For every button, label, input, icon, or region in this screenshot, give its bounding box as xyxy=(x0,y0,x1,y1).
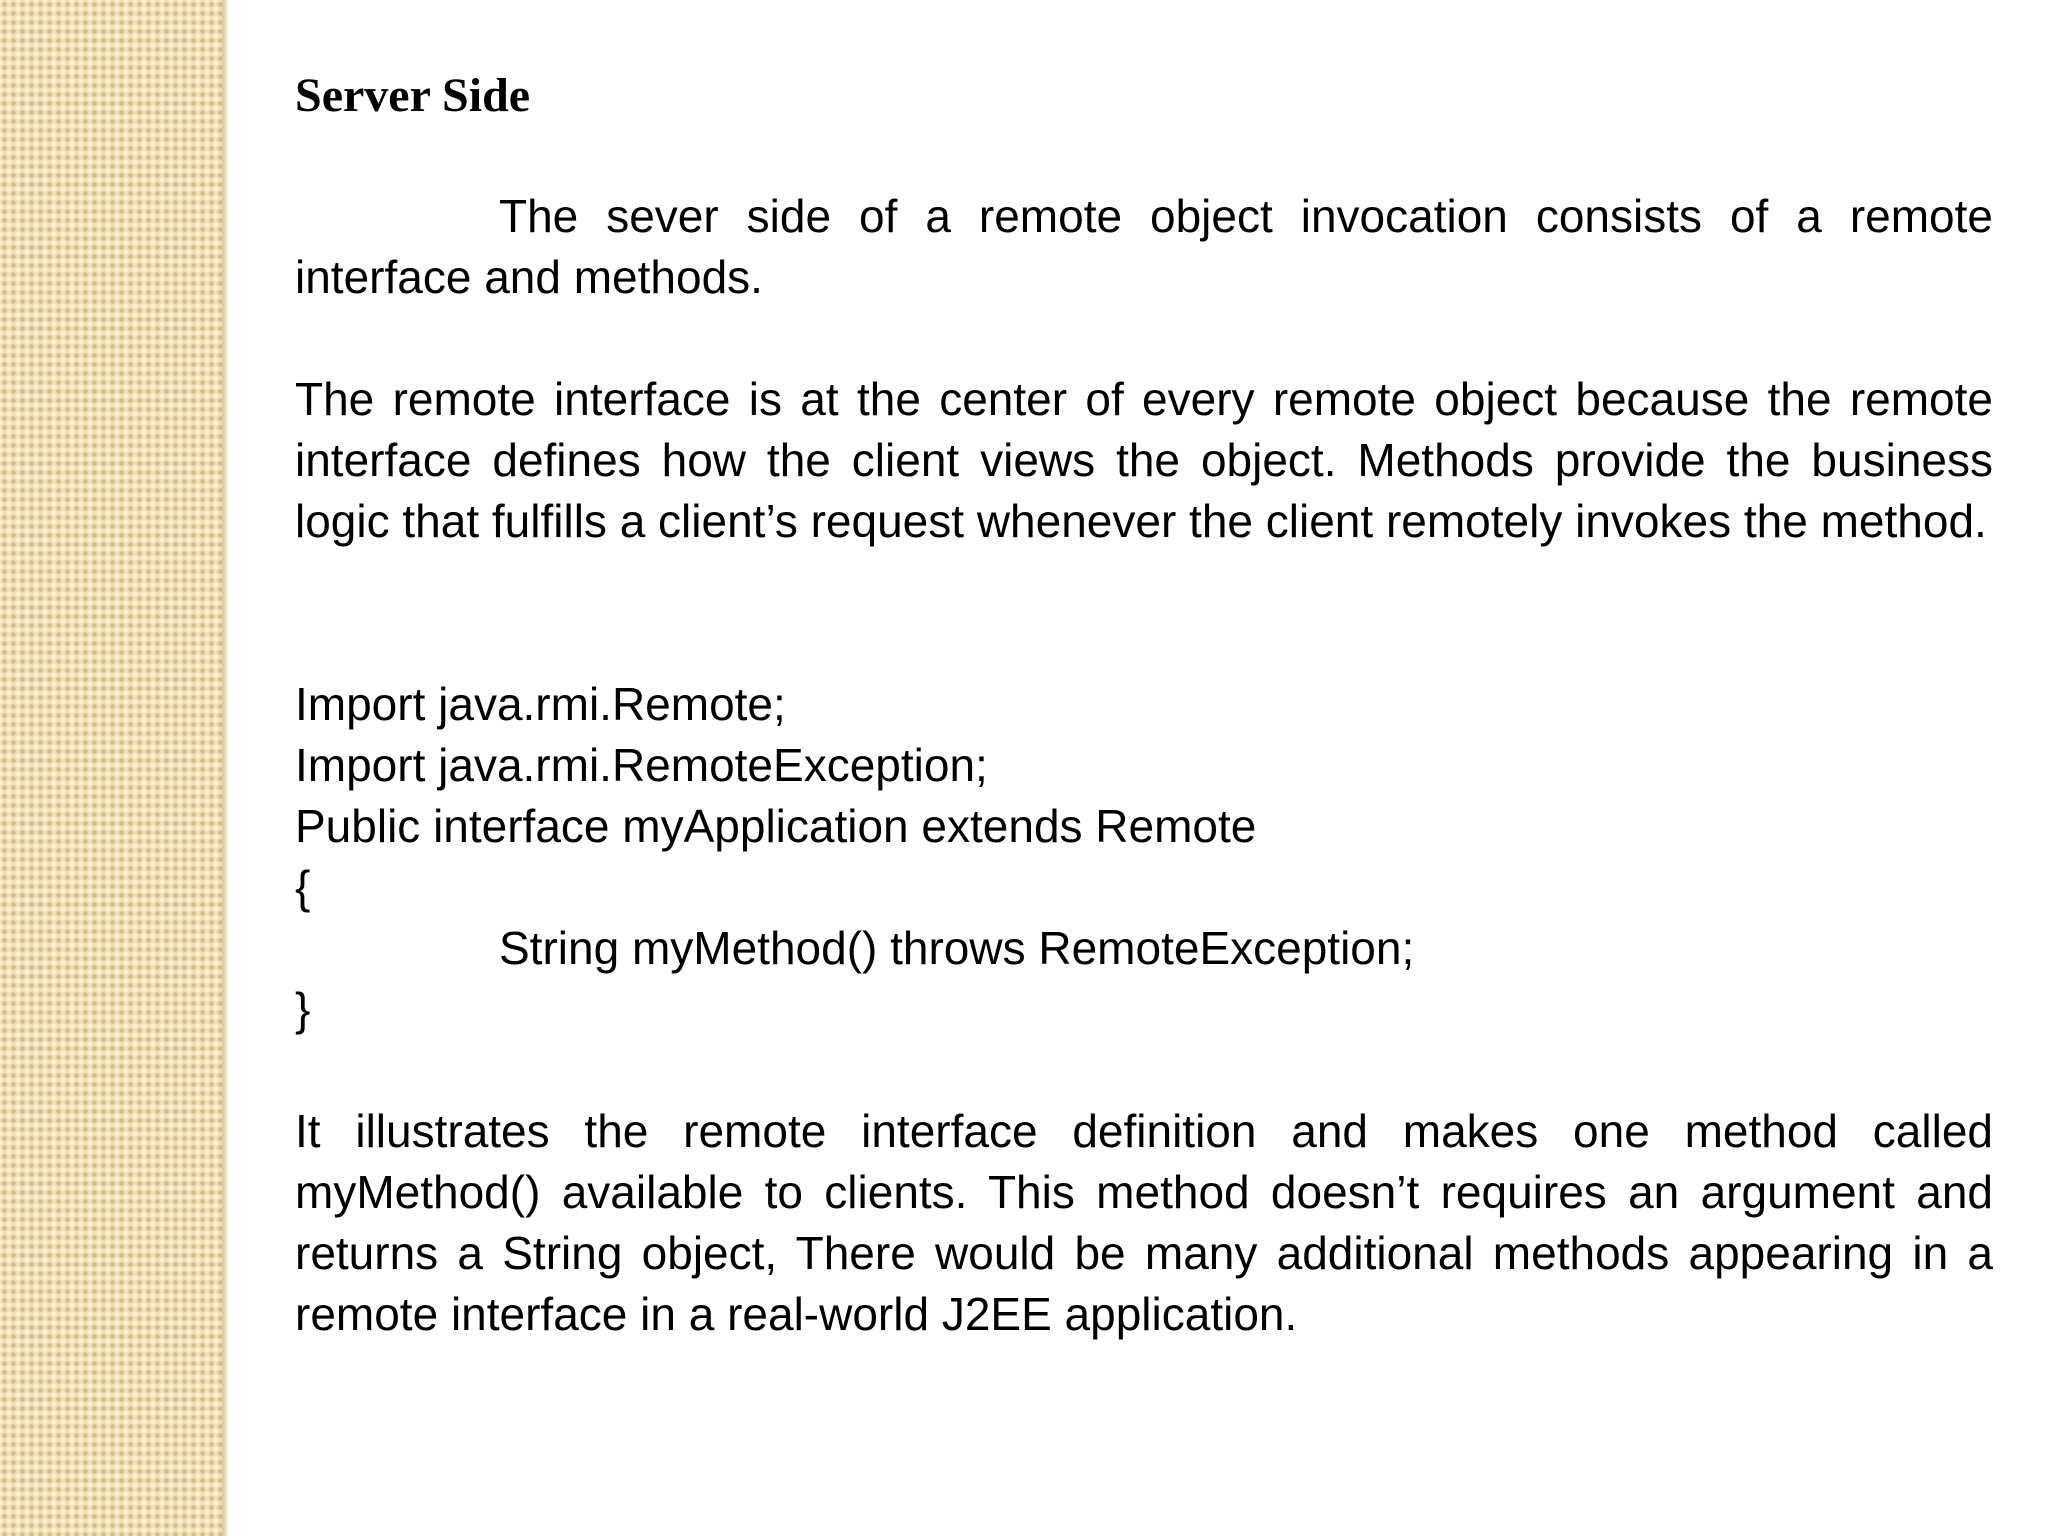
spacer xyxy=(295,552,1993,674)
side-band-edge xyxy=(222,0,228,1536)
code-line: Import java.rmi.RemoteException; xyxy=(295,739,988,791)
code-line: Public interface myApplication extends Remote xyxy=(295,800,1257,852)
code-block xyxy=(295,674,1993,1040)
slide-content xyxy=(295,64,1993,1345)
intro-paragraph: The sever side of a remote object invocation consists of a remote interface and methods. xyxy=(295,190,1993,303)
code-line: } xyxy=(295,983,311,1035)
code-line: { xyxy=(295,861,311,913)
slide-heading: Server Side xyxy=(295,69,531,122)
description-paragraph: The remote interface is at the center of every remote object because the remote interface defines how the client views the object. Methods provide the business logic that fulfills a client’s request whenever the client remotely invokes the method. xyxy=(295,373,1993,547)
code-line: Import java.rmi.Remote; xyxy=(295,678,786,730)
spacer xyxy=(295,1040,1993,1101)
explanation-paragraph: It illustrates the remote interface definition and makes one method called myMethod() available to clients. This method doesn’t requires an argument and returns a String object, There would be many additional methods appearing in a remote interface in a real-world J2EE application. xyxy=(295,1105,1993,1340)
spacer xyxy=(295,308,1993,369)
decorative-side-band xyxy=(0,0,222,1536)
code-line: String myMethod() throws RemoteException; xyxy=(499,922,1415,974)
